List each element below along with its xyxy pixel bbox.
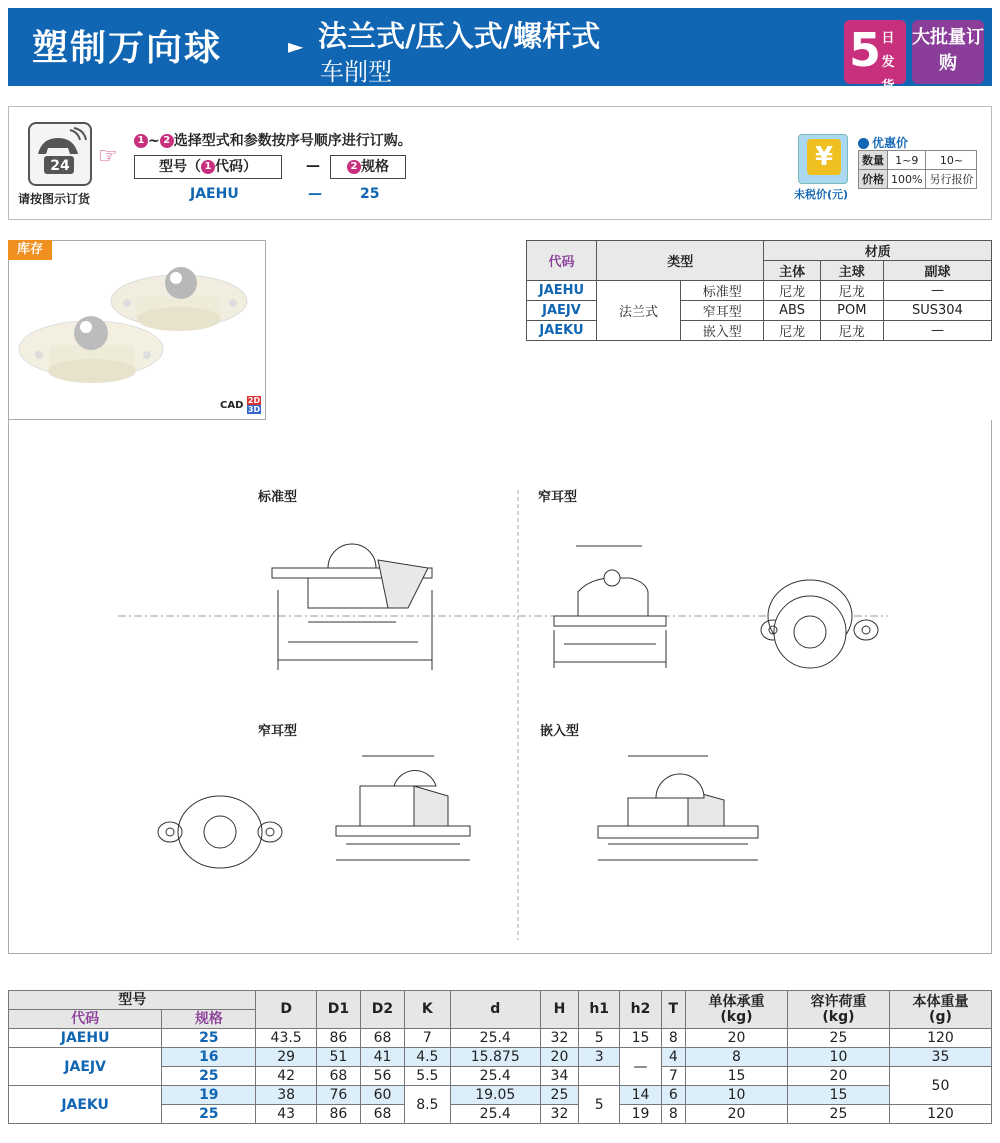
discount-table: 数量 1~9 10~ 价格 100% 另行报价 xyxy=(858,150,977,189)
material-table: 代码 类型 材质 主体 主球 副球 JAEHU 法兰式 标准型 尼龙 尼龙 — JAEJV 窄耳型 ABS POM SUS304 JAEKU 嵌入型 尼龙 尼龙 — xyxy=(526,240,992,341)
drawing-shapes xyxy=(8,420,992,954)
phone-24-icon xyxy=(28,122,92,186)
bulk-order-badge: 大批量订购 xyxy=(912,20,984,84)
table-row: JAEHU 25 43.5 86 68 7 25.4 32 5 15 8 20 25 120 xyxy=(9,1029,992,1048)
model-code-box: 型号（ 1 代码） xyxy=(134,155,282,179)
table-row: 25 43 86 68 25.4 32 19 8 20 25 120 xyxy=(9,1105,992,1124)
mount-types: 法兰式/压入式/螺杆式 xyxy=(318,19,601,53)
drawing-label-embedded: 嵌入型 xyxy=(540,724,580,739)
product-photo xyxy=(8,240,266,420)
example-model: JAEHU xyxy=(190,186,239,202)
page-subtitle: 车削型 xyxy=(320,58,392,86)
stock-badge: 库存 xyxy=(8,240,52,260)
page-title: 塑制万向球 xyxy=(32,28,223,69)
table-row: JAEKU 19 38 76 60 8.5 19.05 25 5 14 6 10 15 xyxy=(9,1086,992,1105)
pointing-hand-icon: ☞ xyxy=(98,144,118,169)
example-dash: — xyxy=(308,186,322,202)
table-row: 25 42 68 56 5.5 25.4 34 7 15 20 50 xyxy=(9,1067,992,1086)
spec-box: 2 规格 xyxy=(330,155,406,179)
discount-title: 优惠价 xyxy=(858,134,908,151)
price-unit-label: 未税价(元) xyxy=(794,188,849,201)
five-day-badge: 5 日发货 xyxy=(844,20,906,84)
order-instruction: 1 ~ 2 选择型式和参数按序号顺序进行订购。 xyxy=(134,130,412,150)
table-row: JAEJV 16 29 51 41 4.5 15.875 20 3 — 4 8 10 35 xyxy=(9,1048,992,1067)
header-banner xyxy=(8,8,992,94)
spec-table: 型号 D D1 D2 K d H h1 h2 T 单体承重 (kg) 容许荷重 (kg) 本体重量 (g) 代码 规格 JAEHU 25 43.5 86 68 7 25.4 32 5 15 8 20 25 120 JAEJV 16 29 51 41 4.5 15.875 20 3 — 4 8 10 35 25 42 68 56 5.5 25.4 34 7 15 20 50 JAEKU 19 38 76 60 8.5 19.05 25 5 14 6 10 15 25 43 86 68 25.4 32 19 8 20 25 120 xyxy=(8,990,992,1124)
drawing-label-narrow-top: 窄耳型 xyxy=(538,490,578,505)
order-dash: — xyxy=(306,158,320,174)
example-spec: 25 xyxy=(360,186,380,202)
drawing-label-narrow-bottom: 窄耳型 xyxy=(258,724,298,739)
bullet-icon xyxy=(858,138,869,149)
arrow-icon: ► xyxy=(288,34,304,58)
drawing-label-standard: 标准型 xyxy=(258,490,298,505)
cad-badge[interactable]: CAD 2D 3D xyxy=(220,396,261,414)
yen-icon: ¥ xyxy=(798,134,848,184)
phone-order-label: 请按图示订货 xyxy=(18,192,91,206)
svg-text:24: 24 xyxy=(50,158,70,174)
